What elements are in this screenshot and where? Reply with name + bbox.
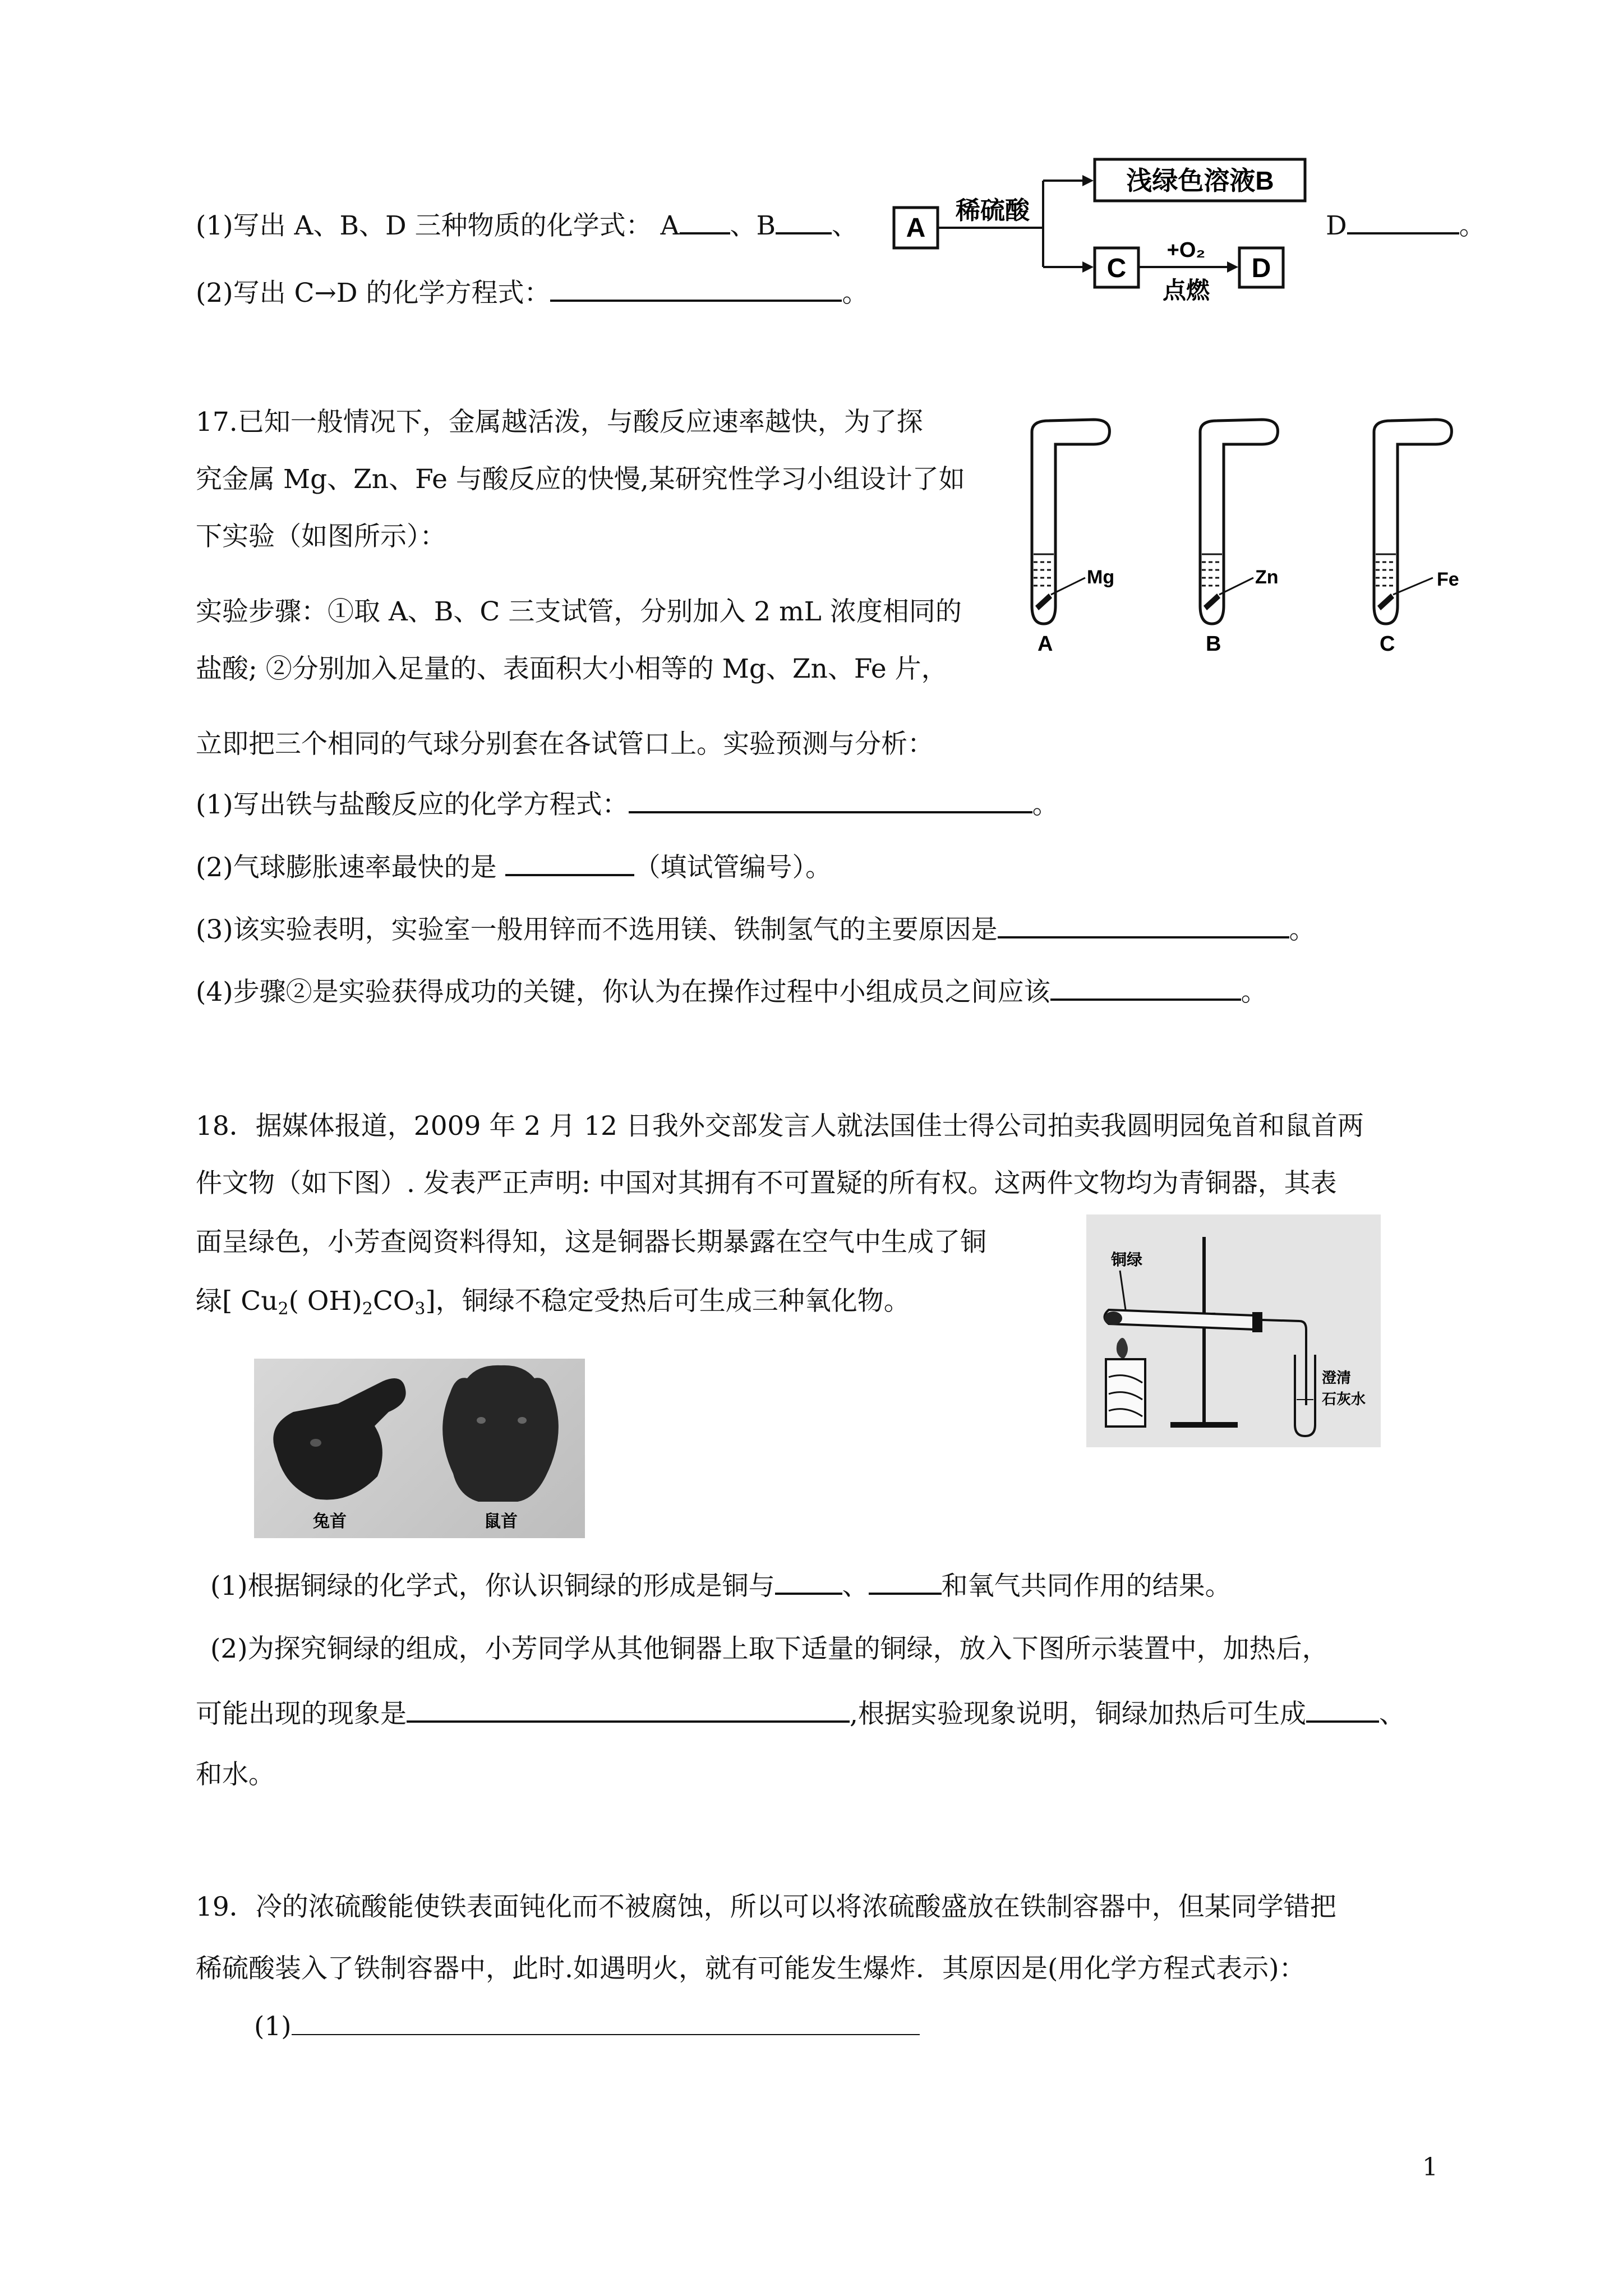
q17-text-line3: 下实验（如图所示）： (196, 521, 446, 552)
test-tube-b (1200, 420, 1279, 656)
q19-text-line2: 稀硫酸装入了铁制容器中，此时.如遇明火，就有可能发生爆炸．其原因是(用化学方程式表示)： (196, 1953, 1306, 1984)
q17-text-line2: 究金属 Mg、Zn、Fe 与酸反应的快慢,某研究性学习小组设计了如 (196, 464, 965, 495)
q16-line1: (1)写出 A、B、D 三种物质的化学式： A 、B 、 (196, 208, 858, 243)
q17-test-tubes-figure (1015, 415, 1497, 662)
q17-text-line5: 盐酸; ②分别加入足量的、表面积大小相等的 Mg、Zn、Fe 片， (196, 654, 948, 684)
q16-flow-diagram (892, 151, 1318, 325)
answer-blank-equation-19[interactable] (292, 2009, 920, 2035)
q18-text-line2: 件文物（如下图）. 发表严正声明: 中国对其拥有不可置疑的所有权。这两件文物均为青铜器，其表 (196, 1168, 1337, 1199)
metal-fe-label: Fe (1437, 569, 1459, 590)
tube-a-label: A (1038, 632, 1053, 656)
answer-blank-teamwork[interactable] (1050, 974, 1241, 1001)
test-tube-a (1032, 420, 1114, 656)
tube-b-label: B (1206, 632, 1221, 656)
rat-caption: 鼠首 (484, 1512, 518, 1531)
q16-line2: (2)写出 C→D 的化学方程式： 。 (196, 275, 868, 310)
heating-apparatus-figure (1086, 1214, 1381, 1447)
test-tube-c (1374, 420, 1459, 656)
q16-line1-d: D 。 (1326, 208, 1486, 243)
box-b-label: 浅绿色溶液B (1126, 166, 1274, 195)
answer-blank-reactant-1[interactable] (775, 1568, 842, 1595)
copper-green-label: 铜绿 (1111, 1250, 1143, 1269)
q18-sub2-line2: 可能出现的现象是 ,根据实验现象说明，铜绿加热后可生成 、 (196, 1696, 1405, 1731)
q18-sub2-line3: 和水。 (196, 1759, 275, 1790)
reagent-label: 稀硫酸 (956, 197, 1030, 224)
q18-text-line1: 18．据媒体报道，2009 年 2 月 12 日我外交部发言人就法国佳士得公司拍卖我圆明园兔首和鼠首两 (196, 1111, 1364, 1142)
o2-label: +O₂ (1166, 238, 1206, 262)
q18-text-line3: 面呈绿色，小芳查阅资料得知，这是铜器长期暴露在空气中生成了铜 (196, 1227, 986, 1258)
q17-sub4: (4)步骤②是实验获得成功的关键，你认为在操作过程中小组成员之间应该 。 (196, 974, 1267, 1009)
q18-sub1: (1)根据铜绿的化学式，你认识铜绿的形成是铜与 、 和氧气共同作用的结果。 (210, 1568, 1232, 1603)
answer-blank-d[interactable] (1347, 208, 1459, 234)
q19-text-line1: 19．冷的浓硫酸能使铁表面钝化而不被腐蚀，所以可以将浓硫酸盛放在铁制容器中，但某同学错把 (196, 1892, 1336, 1922)
q17-sub2: (2)气球膨胀速率最快的是 （填试管编号）。 (196, 849, 832, 885)
rabbit-caption: 兔首 (313, 1512, 347, 1531)
answer-blank-c-to-d-equation[interactable] (550, 275, 842, 302)
q17-sub1: (1)写出铁与盐酸反应的化学方程式： 。 (196, 786, 1059, 822)
box-c-label: C (1106, 254, 1127, 283)
limewater-label-1: 澄清 (1322, 1370, 1352, 1387)
bronze-heads-photo (254, 1359, 585, 1538)
rabbit-head-image (273, 1378, 405, 1500)
metal-mg-label: Mg (1087, 567, 1115, 588)
q18-sub2-line1: (2)为探究铜绿的组成，小芳同学从其他铜器上取下适量的铜绿，放入下图所示装置中，加热后， (210, 1634, 1329, 1664)
q18-text-line4: 绿[ $Cu_2$( $OH)_2CO_3$]，铜绿不稳定受热后可生成三种氧化物。 (196, 1286, 910, 1319)
answer-blank-b[interactable] (776, 208, 832, 234)
q17-text-line6: 立即把三个相同的气球分别套在各试管口上。实验预测与分析： (196, 729, 934, 760)
q17-sub3: (3)该实验表明，实验室一般用锌而不选用镁、铁制氢气的主要原因是 。 (196, 912, 1316, 947)
tube-c-label: C (1380, 632, 1395, 656)
limewater-label-2: 石灰水 (1322, 1391, 1366, 1408)
answer-blank-a[interactable] (680, 208, 730, 234)
rat-head-image (442, 1365, 559, 1502)
answer-blank-fe-hcl-equation[interactable] (629, 786, 1032, 813)
answer-blank-phenomenon[interactable] (407, 1696, 850, 1723)
q17-text-line4: 实验步骤：①取 A、B、C 三支试管，分别加入 2 mL 浓度相同的 (196, 596, 962, 627)
answer-blank-product[interactable] (1306, 1696, 1379, 1723)
page-number: 1 (1422, 2153, 1438, 2182)
answer-blank-reason[interactable] (998, 912, 1289, 938)
q19-sub1: (1) (254, 2009, 920, 2044)
q17-text-line1: 17.已知一般情况下，金属越活泼，与酸反应速率越快，为了探 (196, 407, 923, 438)
ignite-label: 点燃 (1162, 277, 1210, 303)
metal-zn-label: Zn (1255, 567, 1279, 588)
answer-blank-fastest-tube[interactable] (505, 849, 634, 876)
box-d-label: D (1251, 254, 1271, 283)
box-a-label: A (906, 213, 926, 243)
answer-blank-reactant-2[interactable] (869, 1568, 942, 1595)
alcohol-lamp-icon (1106, 1338, 1145, 1427)
